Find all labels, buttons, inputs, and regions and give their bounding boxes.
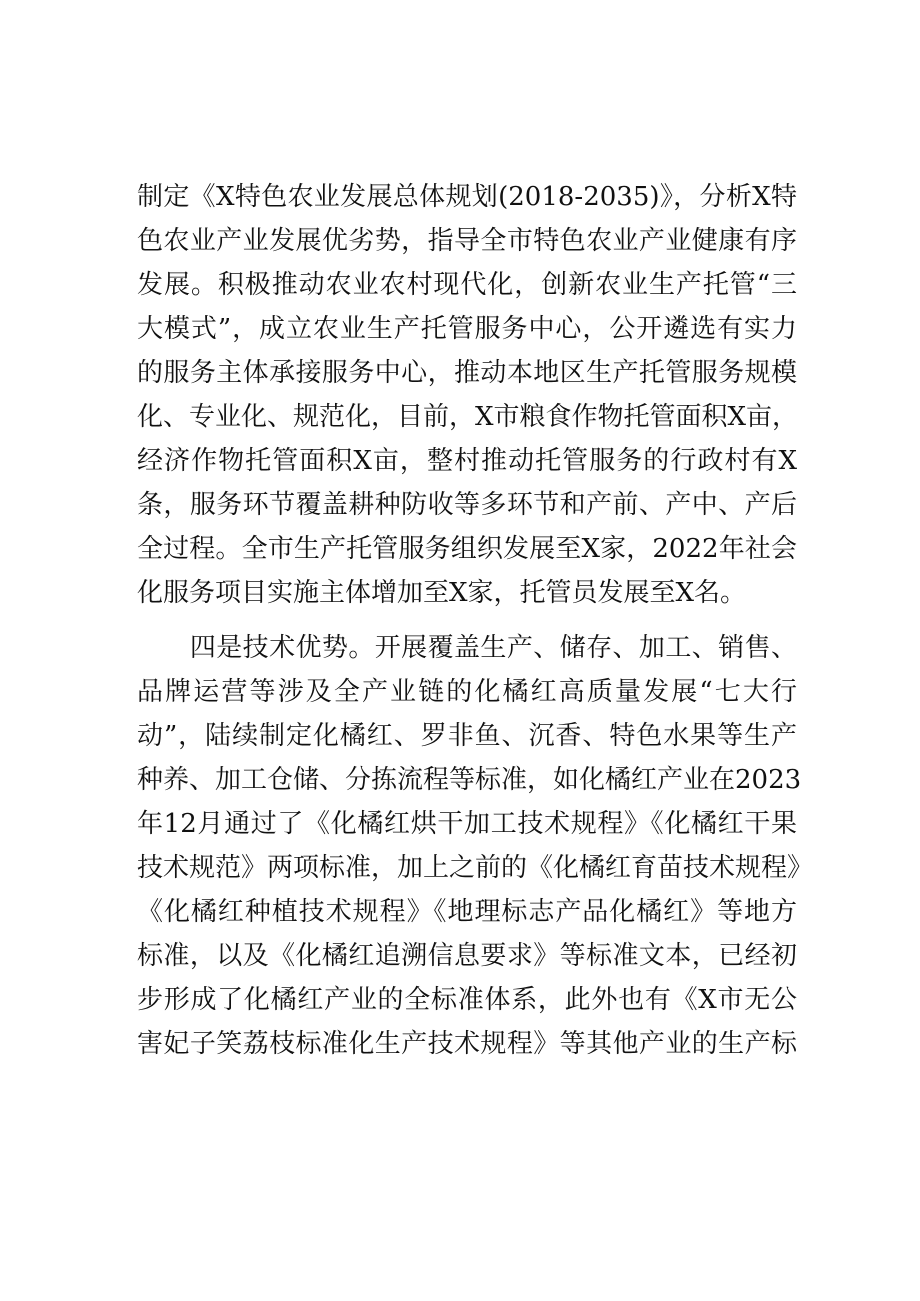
- paragraph-line: 步形成了化橘红产业的全标准体系，此外也有《X市无公: [137, 985, 797, 1015]
- paragraph-line: 技术规范》两项标准，加上之前的《化橘红育苗技术规程》: [137, 853, 814, 883]
- paragraph-line: 《化橘红种植技术规程》《地理标志产品化橘红》等地方: [137, 897, 797, 927]
- paragraph-line: 害妃子笑荔枝标准化生产技术规程》等其他产业的生产标: [137, 1029, 797, 1059]
- paragraph-line: 化、专业化、规范化，目前，X市粮食作物托管面积X亩，: [137, 402, 799, 432]
- paragraph-line: 种养、加工仓储、分拣流程等标准，如化橘红产业在2023: [137, 765, 802, 795]
- paragraph-line: 经济作物托管面积X亩，整村推动托管服务的行政村有X: [137, 446, 797, 476]
- paragraph-line: 色农业产业发展优劣势，指导全市特色农业产业健康有序: [137, 226, 797, 256]
- paragraph-technology-advantage: [137, 626, 814, 1066]
- paragraph-line: 标准，以及《化橘红追溯信息要求》等标准文本，已经初: [137, 941, 797, 971]
- paragraph-line: 条，服务环节覆盖耕种防收等多环节和产前、产中、产后: [137, 490, 797, 520]
- paragraph-line: 四是技术优势。开展覆盖生产、储存、加工、销售、: [137, 633, 797, 663]
- paragraph-line: 的服务主体承接服务中心，推动本地区生产托管服务规模: [137, 358, 797, 388]
- paragraph-line: 制定《X特色农业发展总体规划(2018-2035)》，分析X特: [137, 182, 797, 212]
- paragraph-line: 动”，陆续制定化橘红、罗非鱼、沉香、特色水果等生产: [137, 721, 797, 751]
- paragraph-line: 大模式”，成立农业生产托管服务中心，公开遴选有实力: [137, 314, 797, 344]
- paragraph-line: 年12月通过了《化橘红烘干加工技术规程》《化橘红干果: [137, 809, 797, 839]
- paragraph-line: 品牌运营等涉及全产业链的化橘红高质量发展“七大行: [137, 677, 797, 707]
- paragraph-line: 全过程。全市生产托管服务组织发展至X家，2022年社会: [137, 534, 797, 564]
- paragraph-line: 发展。积极推动农业农村现代化，创新农业生产托管“三: [137, 270, 797, 300]
- paragraph-farming-services: [137, 175, 797, 615]
- paragraph-line: 化服务项目实施主体增加至X家，托管员发展至X名。: [137, 578, 747, 608]
